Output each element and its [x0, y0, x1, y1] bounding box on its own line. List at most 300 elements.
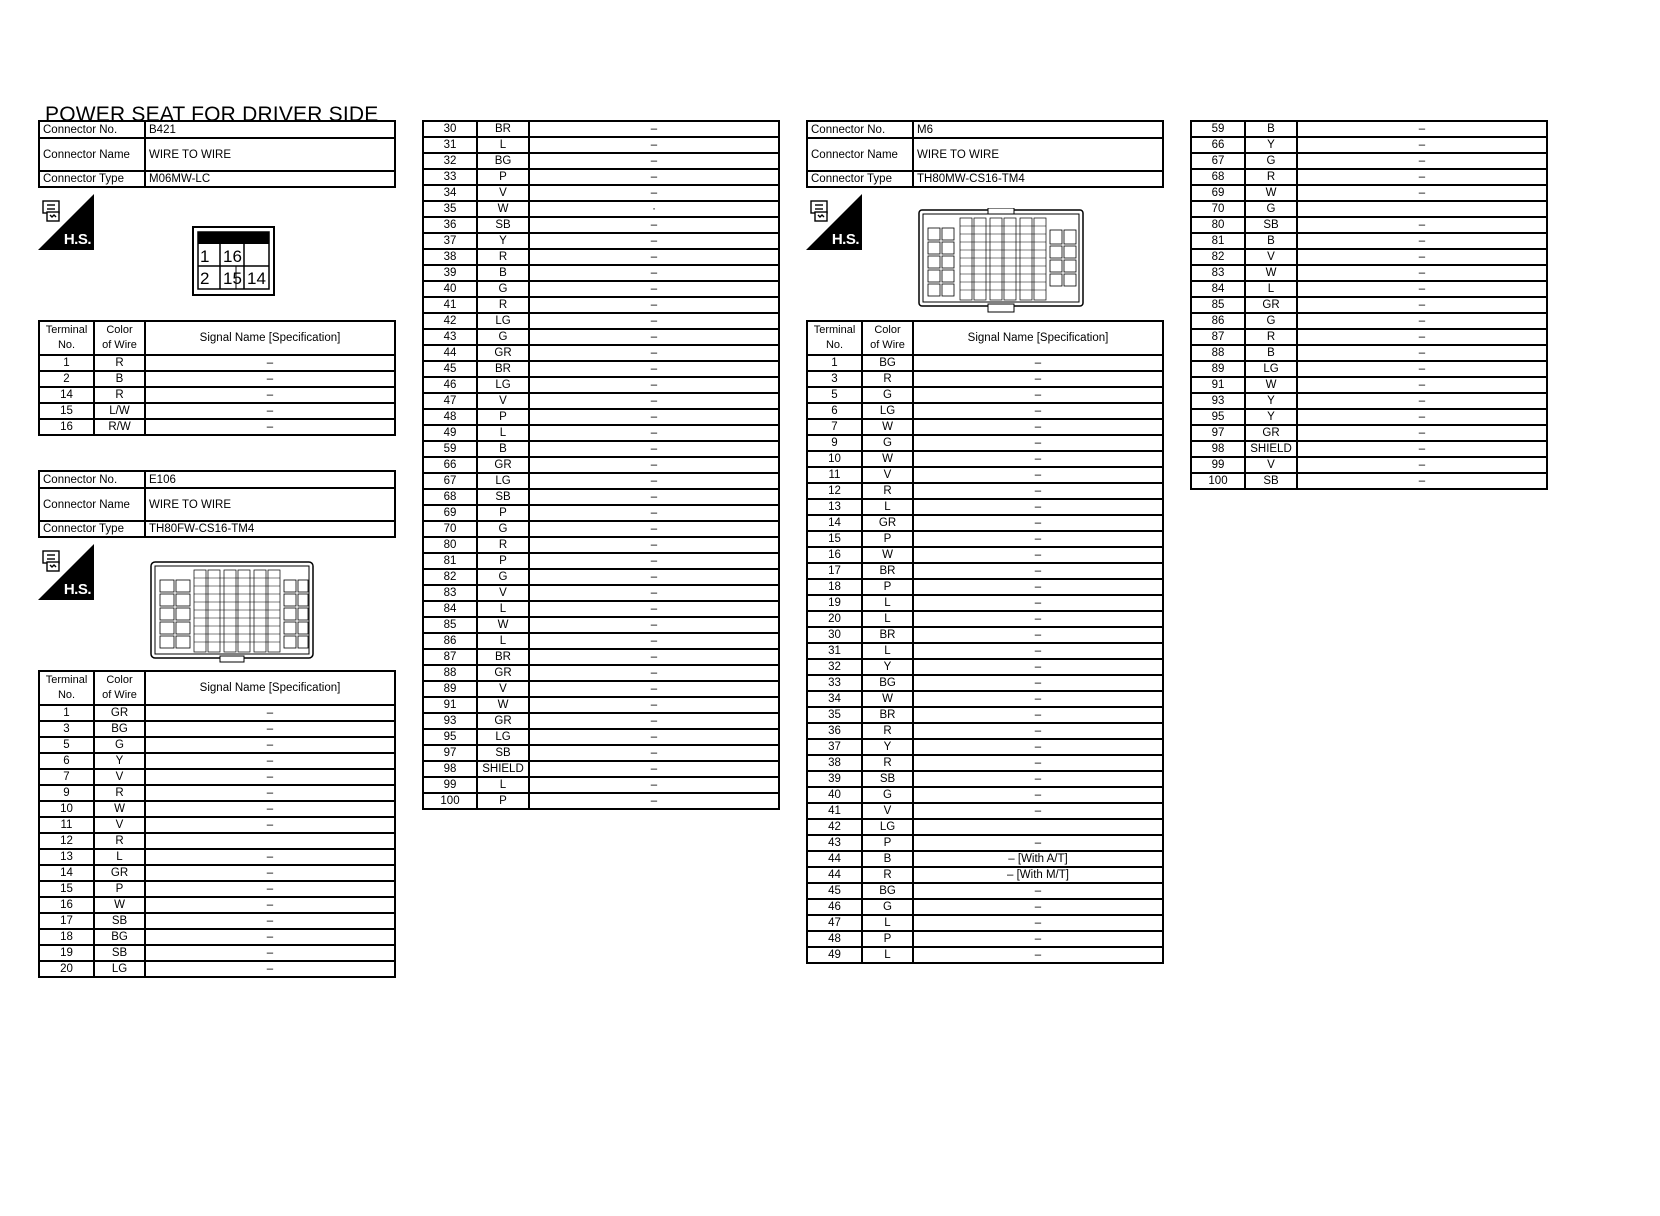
terminal-row: [807, 627, 1163, 643]
terminal-row: [1191, 281, 1547, 297]
wire-color-cell: R: [1245, 169, 1297, 185]
signal-name-cell: –: [529, 649, 779, 665]
terminal-row: [807, 643, 1163, 659]
terminal-no-cell: 47: [807, 915, 862, 931]
terminal-row: [423, 473, 779, 489]
terminal-row: [423, 697, 779, 713]
signal-name-cell: –: [913, 547, 1163, 563]
terminal-table-b421: [38, 320, 396, 436]
wire-color-cell: R: [862, 371, 913, 387]
terminal-row: [807, 611, 1163, 627]
signal-name-cell: –: [1297, 153, 1547, 169]
signal-name-cell: –: [145, 387, 395, 403]
signal-name-cell: –: [913, 579, 1163, 595]
wire-color-cell: B: [1245, 345, 1297, 361]
terminal-no-cell: 40: [807, 787, 862, 803]
wire-color-cell: L: [862, 947, 913, 963]
terminal-no-cell: 16: [39, 897, 94, 913]
signal-name-cell: –: [529, 297, 779, 313]
terminal-row: [39, 817, 395, 833]
terminal-row: [423, 505, 779, 521]
connector-name-label: Connector Name: [39, 488, 145, 521]
wire-color-cell: LG: [862, 403, 913, 419]
signal-name-cell: –: [145, 817, 395, 833]
connector-type-value: TH80MW-CS16-TM4: [913, 171, 1163, 187]
terminal-no-cell: 82: [423, 569, 477, 585]
wire-color-cell: BR: [862, 627, 913, 643]
signal-name-cell: –: [913, 723, 1163, 739]
signal-name-cell: –: [1297, 457, 1547, 473]
signal-name-cell: –: [1297, 217, 1547, 233]
terminal-no-cell: 20: [39, 961, 94, 977]
terminal-no-cell: 45: [423, 361, 477, 377]
wire-color-cell: V: [862, 467, 913, 483]
wire-color-cell: BR: [862, 563, 913, 579]
wire-color-cell: R: [94, 785, 145, 801]
terminal-row: [39, 753, 395, 769]
terminal-no-cell: 33: [807, 675, 862, 691]
terminal-no-cell: 35: [423, 201, 477, 217]
terminal-no-cell: 16: [39, 419, 94, 435]
connector-face-e106: [150, 560, 314, 669]
wire-color-cell: LG: [477, 473, 529, 489]
color-header: Color of Wire: [862, 321, 913, 355]
signal-name-cell: –: [913, 787, 1163, 803]
terminal-row: [423, 409, 779, 425]
terminal-no-cell: 16: [807, 547, 862, 563]
connector-type-label: Connector Type: [39, 521, 145, 537]
wire-color-cell: W: [477, 201, 529, 217]
wire-color-cell: SB: [862, 771, 913, 787]
terminal-no-cell: 36: [807, 723, 862, 739]
terminal-row: [423, 329, 779, 345]
terminal-row: [39, 961, 395, 977]
signal-name-cell: –: [529, 361, 779, 377]
terminal-row: [423, 265, 779, 281]
terminal-no-cell: 14: [39, 865, 94, 881]
wire-color-cell: GR: [94, 705, 145, 721]
terminal-row: [807, 659, 1163, 675]
terminal-row: [807, 403, 1163, 419]
signal-name-cell: –: [529, 233, 779, 249]
wire-color-cell: G: [862, 387, 913, 403]
terminal-row: [807, 451, 1163, 467]
signal-name-cell: –: [145, 721, 395, 737]
wire-color-cell: G: [477, 329, 529, 345]
b421-pin-1: 1: [200, 247, 210, 266]
terminal-row: [1191, 169, 1547, 185]
wire-color-cell: P: [862, 579, 913, 595]
terminal-no-cell: 44: [423, 345, 477, 361]
signal-name-cell: –: [529, 777, 779, 793]
terminal-no-cell: 48: [423, 409, 477, 425]
terminal-no-cell: 30: [807, 627, 862, 643]
connector-name-label: Connector Name: [807, 138, 913, 171]
terminal-row: [423, 297, 779, 313]
signal-name-cell: –: [1297, 345, 1547, 361]
wire-color-cell: SB: [1245, 217, 1297, 233]
wire-color-cell: BG: [862, 355, 913, 371]
wire-color-cell: BR: [477, 361, 529, 377]
signal-name-cell: –: [529, 585, 779, 601]
terminal-row: [807, 435, 1163, 451]
terminal-no-cell: 34: [423, 185, 477, 201]
signal-name-cell: –: [913, 659, 1163, 675]
terminal-row: [39, 801, 395, 817]
wire-color-cell: W: [477, 697, 529, 713]
signal-name-cell: –: [145, 785, 395, 801]
terminal-no-cell: 81: [423, 553, 477, 569]
signal-name-cell: –: [1297, 169, 1547, 185]
terminal-row: [807, 771, 1163, 787]
signal-name-cell: –: [913, 755, 1163, 771]
terminal-table-m6-continued: [1190, 120, 1548, 490]
wire-color-cell: BG: [94, 721, 145, 737]
signal-name-cell: –: [1297, 441, 1547, 457]
terminal-no-cell: 12: [39, 833, 94, 849]
wire-color-cell: BR: [477, 649, 529, 665]
terminal-no-cell: 5: [39, 737, 94, 753]
terminal-no-cell: 42: [423, 313, 477, 329]
terminal-no-cell: 41: [807, 803, 862, 819]
signal-name-cell: –: [529, 169, 779, 185]
signal-name-cell: –: [913, 675, 1163, 691]
signal-name-cell: –: [913, 387, 1163, 403]
wire-color-cell: G: [862, 787, 913, 803]
terminal-row: [807, 499, 1163, 515]
terminal-no-cell: 66: [423, 457, 477, 473]
terminal-no-cell: 13: [39, 849, 94, 865]
wire-color-cell: W: [862, 547, 913, 563]
terminal-no-cell: 18: [39, 929, 94, 945]
terminal-row: [423, 137, 779, 153]
wire-color-cell: L/W: [94, 403, 145, 419]
signal-name-cell: –: [145, 929, 395, 945]
terminal-no-cell: 5: [807, 387, 862, 403]
terminal-no-cell: 19: [807, 595, 862, 611]
wire-color-cell: GR: [1245, 297, 1297, 313]
wire-color-cell: P: [477, 505, 529, 521]
terminal-no-cell: 87: [423, 649, 477, 665]
terminal-no-cell: 68: [423, 489, 477, 505]
wire-color-cell: W: [1245, 377, 1297, 393]
wire-color-cell: P: [477, 553, 529, 569]
terminal-no-cell: 70: [423, 521, 477, 537]
wire-color-cell: W: [477, 617, 529, 633]
signal-name-cell: –: [913, 531, 1163, 547]
terminal-no-cell: 14: [39, 387, 94, 403]
signal-name-cell: –: [529, 265, 779, 281]
terminal-no-cell: 97: [423, 745, 477, 761]
terminal-row: [423, 569, 779, 585]
terminal-no-cell: 9: [39, 785, 94, 801]
terminal-no-cell: 43: [807, 835, 862, 851]
terminal-row: [423, 393, 779, 409]
signal-name-cell: –: [913, 691, 1163, 707]
terminal-no-cell: 69: [423, 505, 477, 521]
terminal-no-cell: 33: [423, 169, 477, 185]
terminal-no-cell: 100: [423, 793, 477, 809]
wire-color-cell: P: [862, 835, 913, 851]
connector-e106: [38, 470, 396, 538]
terminal-no-cell: 19: [39, 945, 94, 961]
terminal-no-cell: 68: [1191, 169, 1245, 185]
terminal-no-cell: 86: [423, 633, 477, 649]
terminal-row: [807, 723, 1163, 739]
wire-color-cell: GR: [477, 457, 529, 473]
wire-color-cell: SHIELD: [477, 761, 529, 777]
terminal-row: [807, 947, 1163, 963]
signal-name-cell: –: [913, 707, 1163, 723]
signal-name-cell: –: [529, 761, 779, 777]
terminal-no-cell: 30: [423, 121, 477, 137]
wire-color-cell: R: [477, 249, 529, 265]
signal-header: Signal Name [Specification]: [145, 321, 395, 355]
terminal-no-cell: 69: [1191, 185, 1245, 201]
signal-name-cell: –: [913, 563, 1163, 579]
signal-name-cell: –: [529, 473, 779, 489]
signal-name-cell: –: [529, 393, 779, 409]
signal-name-cell: –: [145, 849, 395, 865]
terminal-row: [423, 489, 779, 505]
terminal-row: [39, 419, 395, 435]
terminal-no-cell: 83: [1191, 265, 1245, 281]
signal-name-cell: –: [529, 345, 779, 361]
terminal-row: [423, 361, 779, 377]
terminal-no-cell: 6: [807, 403, 862, 419]
wire-color-cell: G: [477, 569, 529, 585]
signal-name-cell: –: [529, 537, 779, 553]
signal-name-cell: –: [913, 419, 1163, 435]
terminal-table-m6: [806, 320, 1164, 964]
signal-name-cell: –: [913, 595, 1163, 611]
terminal-row: [423, 313, 779, 329]
connector-m6: [806, 120, 1164, 188]
terminal-no-cell: 44: [807, 867, 862, 883]
wire-color-cell: W: [862, 691, 913, 707]
wire-color-cell: W: [1245, 265, 1297, 281]
terminal-no-cell: 88: [1191, 345, 1245, 361]
connector-name-label: Connector Name: [39, 138, 145, 171]
terminal-row: [423, 153, 779, 169]
signal-name-cell: –: [913, 371, 1163, 387]
terminal-row: [1191, 297, 1547, 313]
terminal-row: [39, 387, 395, 403]
terminal-row: [1191, 473, 1547, 489]
wire-color-cell: W: [862, 419, 913, 435]
signal-name-cell: –: [529, 665, 779, 681]
terminal-row: [1191, 425, 1547, 441]
signal-name-cell: –: [913, 739, 1163, 755]
signal-name-cell: –: [145, 737, 395, 753]
terminal-row: [39, 355, 395, 371]
terminal-no-cell: 10: [39, 801, 94, 817]
terminal-row: [39, 371, 395, 387]
terminal-row: [39, 785, 395, 801]
color-header: Color of Wire: [94, 321, 145, 355]
terminal-row: [423, 441, 779, 457]
signal-name-cell: –: [913, 515, 1163, 531]
wire-color-cell: GR: [94, 865, 145, 881]
wire-color-cell: SHIELD: [1245, 441, 1297, 457]
wire-color-cell: G: [1245, 153, 1297, 169]
signal-name-cell: –: [529, 313, 779, 329]
signal-name-cell: –: [529, 409, 779, 425]
wire-color-cell: V: [1245, 249, 1297, 265]
terminal-no-cell: 45: [807, 883, 862, 899]
wire-color-cell: LG: [477, 729, 529, 745]
connector-no-value: B421: [145, 121, 395, 138]
terminal-no-cell: 46: [807, 899, 862, 915]
terminal-no-cell: 32: [807, 659, 862, 675]
wire-color-cell: L: [477, 137, 529, 153]
wire-color-cell: SB: [94, 913, 145, 929]
terminal-no-cell: 13: [807, 499, 862, 515]
terminal-no-cell: 14: [807, 515, 862, 531]
terminal-row: [807, 915, 1163, 931]
signal-name-cell: [145, 833, 395, 849]
wire-color-cell: GR: [477, 345, 529, 361]
wire-color-cell: L: [862, 643, 913, 659]
terminal-row: [807, 691, 1163, 707]
signal-name-cell: –: [529, 505, 779, 521]
signal-name-cell: –: [145, 897, 395, 913]
signal-name-cell: –: [1297, 185, 1547, 201]
terminal-row: [423, 713, 779, 729]
wire-color-cell: G: [477, 281, 529, 297]
wire-color-cell: P: [862, 531, 913, 547]
terminal-no-cell: 44: [807, 851, 862, 867]
terminal-row: [423, 233, 779, 249]
connector-b421: [38, 120, 396, 188]
terminal-row: [1191, 137, 1547, 153]
wire-color-cell: BG: [862, 675, 913, 691]
terminal-row: [807, 755, 1163, 771]
wire-color-cell: B: [1245, 233, 1297, 249]
signal-name-cell: –: [913, 883, 1163, 899]
terminal-row: [423, 457, 779, 473]
wire-color-cell: V: [477, 185, 529, 201]
terminal-row: [807, 899, 1163, 915]
terminal-no-cell: 17: [807, 563, 862, 579]
terminal-no-cell: 1: [39, 705, 94, 721]
terminal-no-cell: 32: [423, 153, 477, 169]
wire-color-cell: L: [94, 849, 145, 865]
terminal-row: [423, 729, 779, 745]
wire-color-cell: B: [477, 441, 529, 457]
signal-name-cell: –: [1297, 473, 1547, 489]
terminal-no-cell: 88: [423, 665, 477, 681]
terminal-row: [1191, 345, 1547, 361]
terminal-no-cell: 36: [423, 217, 477, 233]
signal-name-cell: –: [145, 753, 395, 769]
connector-no-value: E106: [145, 471, 395, 488]
wire-color-cell: LG: [94, 961, 145, 977]
terminal-no-cell: 99: [1191, 457, 1245, 473]
terminal-row: [1191, 201, 1547, 217]
hs-connector-icon: H.S.: [38, 544, 94, 600]
terminal-row: [807, 467, 1163, 483]
terminal-no-cell: 11: [39, 817, 94, 833]
wire-color-cell: B: [862, 851, 913, 867]
terminal-no-cell: 41: [423, 297, 477, 313]
wire-color-cell: L: [477, 777, 529, 793]
connector-no-label: Connector No.: [807, 121, 913, 138]
connector-no-label: Connector No.: [39, 121, 145, 138]
terminal-no-cell: 98: [423, 761, 477, 777]
wire-color-cell: GR: [477, 713, 529, 729]
signal-name-cell: –: [145, 881, 395, 897]
terminal-no-cell: 66: [1191, 137, 1245, 153]
terminal-no-cell: 34: [807, 691, 862, 707]
wire-color-cell: G: [1245, 201, 1297, 217]
terminal-row: [423, 169, 779, 185]
connector-name-value: WIRE TO WIRE: [913, 138, 1163, 171]
terminal-row: [807, 387, 1163, 403]
terminal-no-cell: 35: [807, 707, 862, 723]
terminal-no-header: Terminal No.: [39, 671, 94, 705]
terminal-no-cell: 67: [1191, 153, 1245, 169]
terminal-no-cell: 7: [39, 769, 94, 785]
signal-name-cell: –: [145, 913, 395, 929]
terminal-row: [1191, 153, 1547, 169]
signal-name-cell: –: [913, 403, 1163, 419]
terminal-no-cell: 10: [807, 451, 862, 467]
terminal-no-cell: 20: [807, 611, 862, 627]
signal-name-cell: –: [913, 803, 1163, 819]
signal-name-cell: –: [529, 441, 779, 457]
hs-connector-icon: [38, 194, 94, 250]
signal-name-cell: –: [529, 137, 779, 153]
signal-name-cell: –: [1297, 297, 1547, 313]
signal-name-cell: –: [529, 633, 779, 649]
terminal-no-cell: 91: [423, 697, 477, 713]
connector-name-value: WIRE TO WIRE: [145, 488, 395, 521]
signal-name-cell: –: [529, 249, 779, 265]
terminal-no-cell: 89: [423, 681, 477, 697]
signal-name-cell: –: [913, 771, 1163, 787]
terminal-no-cell: 37: [423, 233, 477, 249]
wire-color-cell: GR: [477, 665, 529, 681]
terminal-no-cell: 47: [423, 393, 477, 409]
terminal-row: [423, 425, 779, 441]
terminal-no-cell: 95: [1191, 409, 1245, 425]
terminal-no-cell: 85: [1191, 297, 1245, 313]
wire-color-cell: W: [862, 451, 913, 467]
terminal-row: [1191, 121, 1547, 137]
terminal-row: [1191, 377, 1547, 393]
wire-color-cell: G: [862, 899, 913, 915]
terminal-no-cell: 39: [807, 771, 862, 787]
terminal-no-cell: 15: [39, 403, 94, 419]
terminal-row: [423, 681, 779, 697]
connector-no-label: Connector No.: [39, 471, 145, 488]
b421-pin-15: 15: [223, 269, 242, 288]
terminal-row: [1191, 409, 1547, 425]
terminal-row: [39, 849, 395, 865]
terminal-row: [1191, 265, 1547, 281]
signal-name-cell: – [With A/T]: [913, 851, 1163, 867]
terminal-row: [1191, 441, 1547, 457]
terminal-no-cell: 49: [423, 425, 477, 441]
signal-name-cell: –: [529, 185, 779, 201]
signal-name-cell: –: [529, 457, 779, 473]
terminal-no-cell: 17: [39, 913, 94, 929]
wire-color-cell: Y: [477, 233, 529, 249]
terminal-row: [423, 761, 779, 777]
signal-name-cell: –: [1297, 377, 1547, 393]
signal-name-cell: –: [913, 627, 1163, 643]
